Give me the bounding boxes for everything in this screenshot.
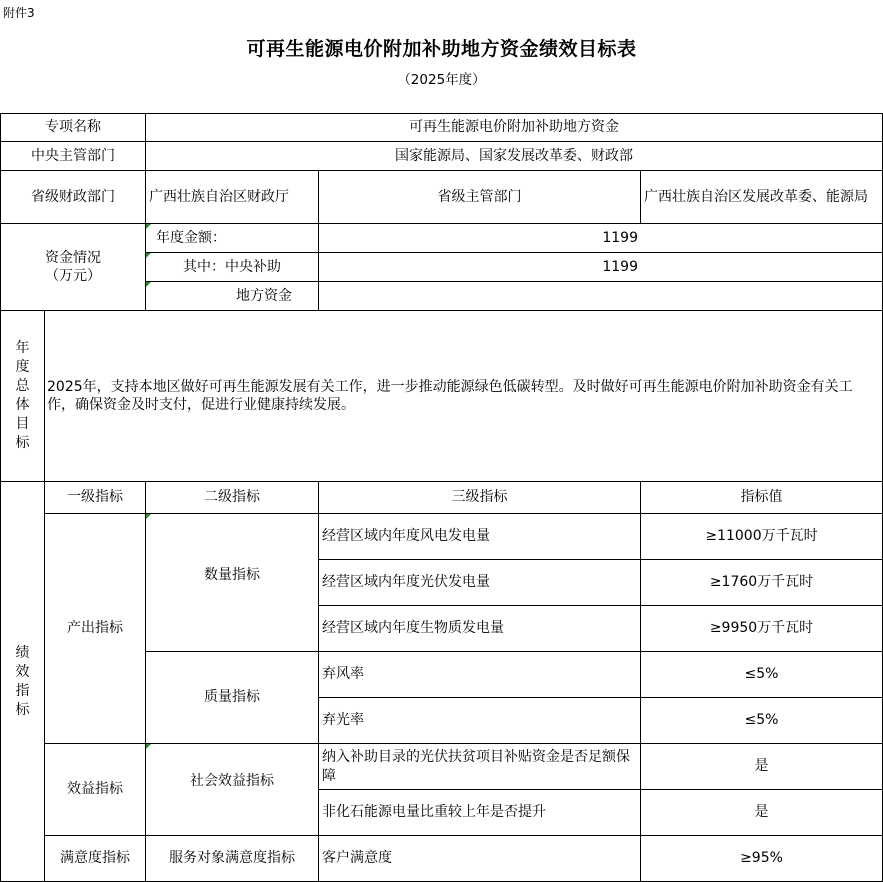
level2-social-benefit: 社会效益指标 xyxy=(145,743,319,836)
local-funds-value xyxy=(318,281,883,311)
local-funds-label: 地方资金 xyxy=(145,281,319,311)
indicator-row-name: 经营区域内年度生物质发电量 xyxy=(318,605,641,652)
level2-service-satisfaction: 服务对象满意度指标 xyxy=(145,835,319,882)
prov-dept-label: 省级主管部门 xyxy=(318,170,641,224)
project-name-value: 可再生能源电价附加补助地方资金 xyxy=(145,113,883,142)
central-dept-label: 中央主管部门 xyxy=(0,141,146,171)
indicator-row-name: 经营区域内年度光伏发电量 xyxy=(318,559,641,606)
performance-indicators-label: 绩效指标 xyxy=(0,481,45,882)
project-name-label: 专项名称 xyxy=(0,113,146,142)
header-level2: 二级指标 xyxy=(145,481,319,514)
indicator-row-name: 非化石能源电量比重较上年是否提升 xyxy=(318,789,641,836)
header-level3: 三级指标 xyxy=(318,481,641,514)
annual-amount-value: 1199 xyxy=(318,223,883,253)
funds-label: 资金情况 （万元） xyxy=(0,223,146,311)
annual-goal-label: 年度总体目标 xyxy=(0,310,45,482)
level1-benefit: 效益指标 xyxy=(44,743,146,836)
header-level1: 一级指标 xyxy=(44,481,146,514)
prov-dept-value: 广西壮族自治区发展改革委、能源局 xyxy=(640,170,883,224)
annual-amount-label: 年度金额： xyxy=(145,223,319,253)
level2-quality: 质量指标 xyxy=(145,651,319,744)
indicator-row-value: ≥1760万千瓦时 xyxy=(640,559,883,606)
attachment-label: 附件3 xyxy=(3,6,35,20)
indicator-row-name: 纳入补助目录的光伏扶贫项目补贴资金是否足额保障 xyxy=(318,743,641,790)
indicator-row-value: ≤5% xyxy=(640,651,883,698)
document-year: （2025年度） xyxy=(397,72,486,88)
annual-goal-text: 2025年，支持本地区做好可再生能源发展有关工作，进一步推动能源绿色低碳转型。及时做好可再生能源电价附加补助资金有关工作，确保资金及时支付，促进行业健康持续发展。 xyxy=(44,310,883,482)
indicator-row-value: 是 xyxy=(640,743,883,790)
level1-output: 产出指标 xyxy=(44,513,146,744)
indicator-row-name: 弃风率 xyxy=(318,651,641,698)
indicator-row-name: 弃光率 xyxy=(318,697,641,744)
indicator-row-value: ≥11000万千瓦时 xyxy=(640,513,883,560)
header-value: 指标值 xyxy=(640,481,883,514)
indicator-row-value: ≥9950万千瓦时 xyxy=(640,605,883,652)
level1-satisfaction: 满意度指标 xyxy=(44,835,146,882)
indicator-row-name: 客户满意度 xyxy=(318,835,641,882)
level2-quantity: 数量指标 xyxy=(145,513,319,652)
indicator-row-value: ≤5% xyxy=(640,697,883,744)
prov-finance-label: 省级财政部门 xyxy=(0,170,146,224)
central-dept-value: 国家能源局、国家发展改革委、财政部 xyxy=(145,141,883,171)
indicator-row-value: 是 xyxy=(640,789,883,836)
document-title: 可再生能源电价附加补助地方资金绩效目标表 xyxy=(246,38,637,60)
central-subsidy-label: 其中：中央补助 xyxy=(145,252,319,282)
indicator-row-name: 经营区域内年度风电发电量 xyxy=(318,513,641,560)
central-subsidy-value: 1199 xyxy=(318,252,883,282)
prov-finance-value: 广西壮族自治区财政厅 xyxy=(145,170,319,224)
indicator-row-value: ≥95% xyxy=(640,835,883,882)
